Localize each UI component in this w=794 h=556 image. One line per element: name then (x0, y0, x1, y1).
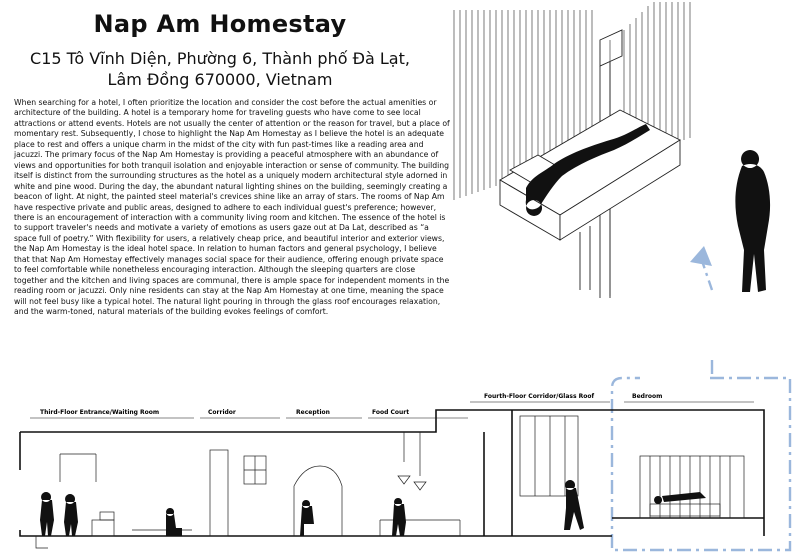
label-reception: Reception (296, 409, 330, 416)
person-walking (564, 480, 584, 530)
person-reception (300, 500, 314, 536)
address-line-2: Lâm Đồng 670000, Vietnam (107, 70, 333, 89)
essay-text: When searching for a hotel, I often prioritize the location and consider the cost before the actual amenities or architecture of the building. A hotel is a temporary home for traveling guests who have come to see local attractions or attend events. Hotels are not usually the center of attention or the reason for travel, but a place of momentary rest. Subsequently, I chose to highlight the Nap Am Homestay as I believe the hotel is an adequate place to rest and offers a unique charm in the midst of the city with fun past-times like a reading area and jacuzzi. The primary focus of the Nap Am Homestay is providing a peaceful atmosphere with an abundance of views and opportunities for both tranquil isolation and enjoyable interaction or sense of community. The building itself is distinct from the surrounding structures as the hotel as a uniquely modern architectural style adorned in white and pine wood. During the day, the abundant natural lighting shines on the building, seemingly creating a beacon of light. At night, the painted steel material's crevices shine like an array of stars. The rooms of Nap Am have respective private and public areas, designed to adhere to each individual guest's preference; however, there is an encouragement of interaction with a community living room and kitchen. The essence of the hotel is to support traveler's needs and motivate a variety of emotions as users gaze out at Da Lat, described as “a space full of poetry.” With flexibility for users, a relatively cheap price, and beautiful interior and exterior views, the Nap Am Homestay is the ideal hotel space. In relation to human factors and general psychology, I believe that that Nap Am Homestay effectively manages social space for their audience, offering enough private space to feel comfortable while nonetheless encouraging interaction. Although the sleeping quarters are close together and the kitchen and living spaces are communal, there is ample space for independent moments in the reading room or jacuzzi. Only nine residents can stay at the Nap Am Homestay at one time, meaning the space will not feel busy like a typical hotel. The natural light pouring in through the glass roof encourages relaxation, and the warm-toned, natural materials of the building evokes feelings of comfort. (14, 98, 450, 317)
label-fourth-floor: Fourth-Floor Corridor/Glass Roof (484, 393, 595, 400)
building-section-drawing (0, 360, 794, 556)
arrow-head (690, 246, 712, 266)
address (0, 48, 440, 90)
section-lines (20, 410, 764, 536)
axonometric-bedroom-drawing (450, 0, 794, 300)
person-entrance (40, 492, 54, 536)
label-food-court: Food Court (372, 409, 410, 416)
address-line-1: C15 Tô Vĩnh Diện, Phường 6, Thành phố Đà Lạt, (30, 49, 410, 68)
person-seated (166, 508, 182, 536)
people-silhouettes (40, 480, 706, 536)
label-bedroom: Bedroom (632, 393, 663, 400)
label-third-floor: Third-Floor Entrance/Waiting Room (40, 409, 160, 416)
standing-person-silhouette (735, 150, 770, 292)
interior-details (36, 416, 744, 548)
person-corridor (64, 494, 78, 536)
label-corridor: Corridor (208, 409, 236, 416)
page-title: Nap Am Homestay (93, 10, 347, 38)
person-food-court (392, 498, 406, 536)
